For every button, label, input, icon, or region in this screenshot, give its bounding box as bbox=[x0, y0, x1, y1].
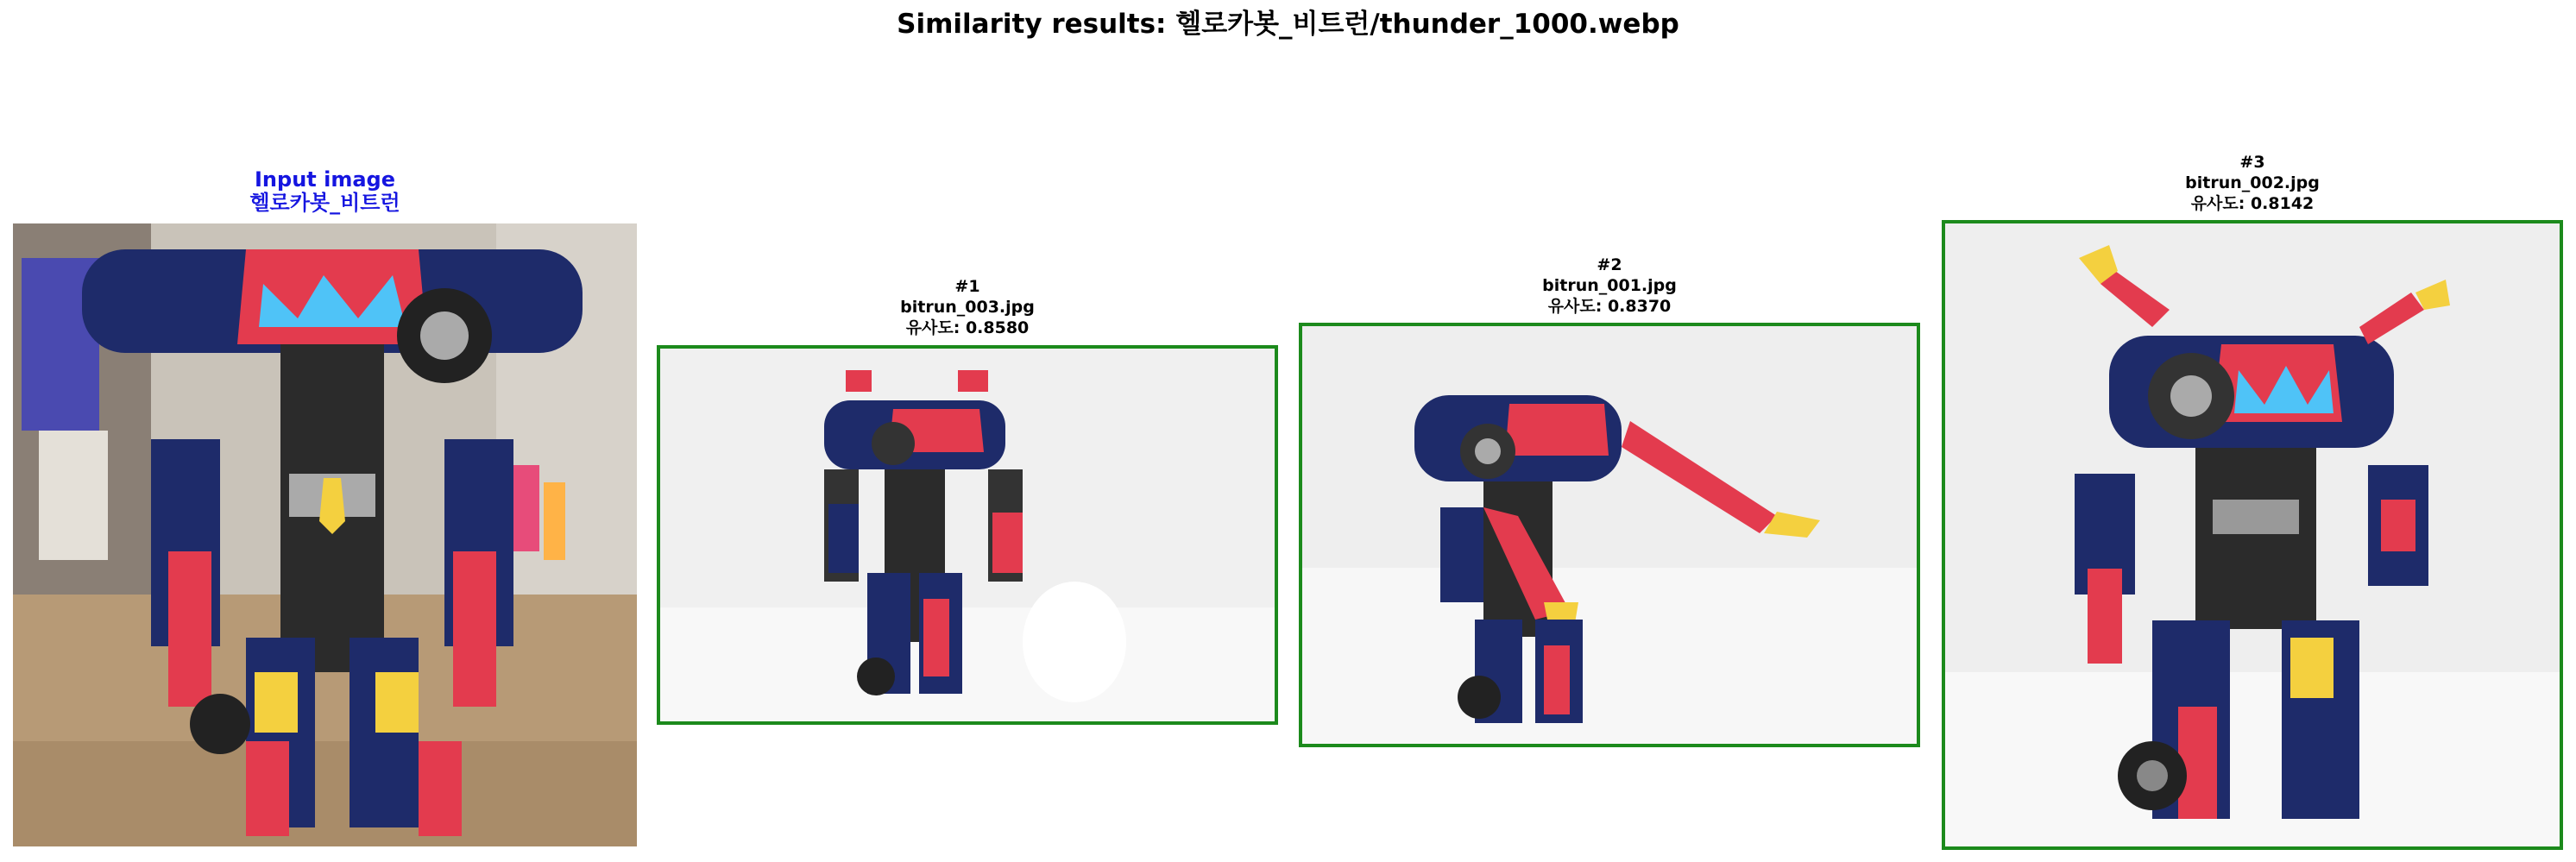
result-1-score: 유사도: 0.8580 bbox=[905, 318, 1030, 337]
robot-toy-photo-icon bbox=[13, 223, 637, 846]
result-1-filename: bitrun_003.jpg bbox=[900, 298, 1035, 317]
input-image bbox=[13, 223, 637, 846]
robot-toy-photo-icon bbox=[1302, 326, 1917, 744]
result-2-title bbox=[1299, 255, 1920, 317]
result-3-rank: #3 bbox=[2239, 153, 2265, 172]
result-2-score: 유사도: 0.8370 bbox=[1547, 297, 1672, 316]
robot-toy-photo-icon bbox=[660, 349, 1275, 721]
result-1-rank: #1 bbox=[954, 277, 980, 296]
result-3-filename: bitrun_002.jpg bbox=[2185, 173, 2320, 192]
result-1-image bbox=[657, 345, 1278, 725]
figure-title: Similarity results: 헬로카봇_비트런/thunder_1000.webp bbox=[897, 9, 1679, 40]
result-2-image bbox=[1299, 323, 1920, 747]
result-3-title bbox=[1942, 152, 2563, 214]
input-label: 헬로카봇_비트런 bbox=[249, 191, 400, 215]
robot-toy-photo-icon bbox=[1945, 223, 2560, 846]
result-2-rank: #2 bbox=[1597, 255, 1622, 274]
input-panel-title bbox=[13, 168, 637, 215]
result-3-image bbox=[1942, 220, 2563, 850]
result-3-score: 유사도: 0.8142 bbox=[2190, 194, 2315, 213]
input-heading: Input image bbox=[255, 167, 395, 192]
result-1-title bbox=[657, 276, 1278, 338]
result-2-filename: bitrun_001.jpg bbox=[1542, 276, 1677, 295]
